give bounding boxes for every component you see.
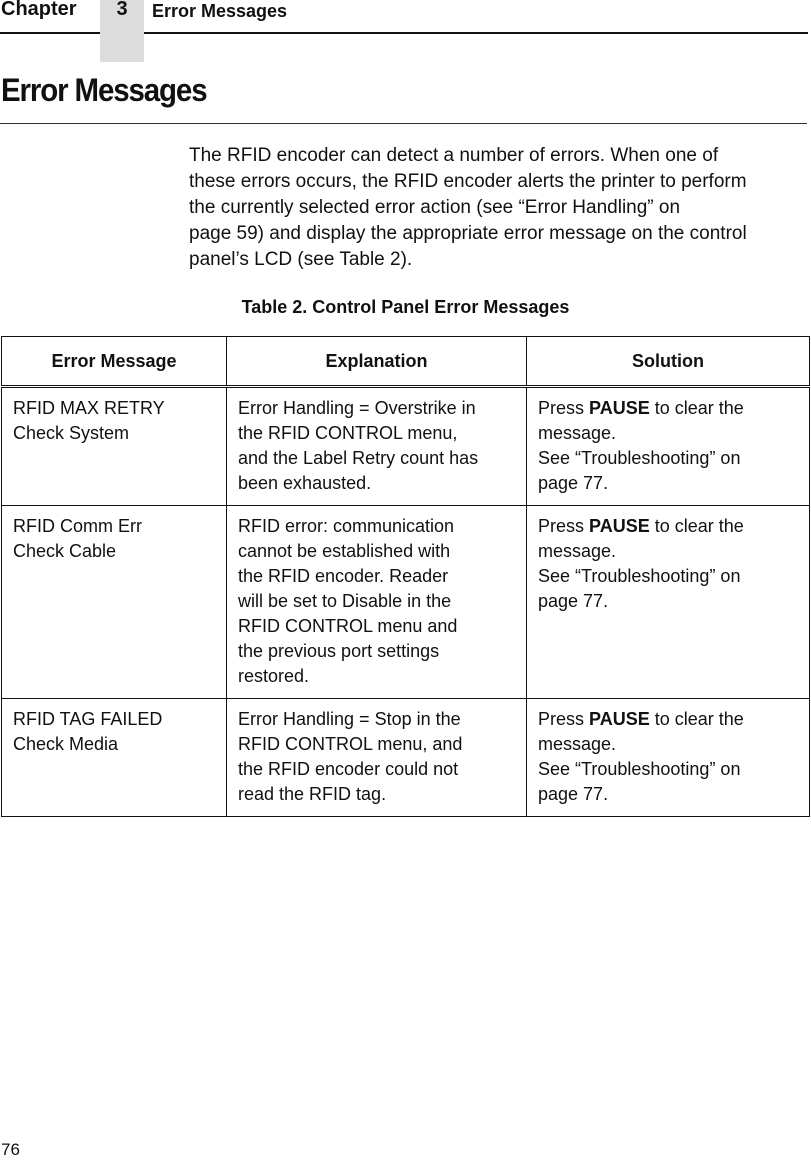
header-section-title: Error Messages — [152, 1, 288, 21]
cell-line: page 77. — [538, 784, 609, 804]
cell-line: Check Media — [13, 734, 119, 754]
error-messages-table — [1, 336, 810, 817]
cell-line: cannot be established with — [238, 541, 451, 561]
cell-line: See “Troubleshooting” on — [538, 448, 741, 468]
cell-line: Check System — [13, 423, 130, 443]
pause-key-label: PAUSE — [589, 709, 650, 729]
column-header-explanation: Explanation — [227, 337, 527, 387]
solution-cell — [527, 387, 810, 506]
solution-text: to clear the — [654, 398, 744, 418]
cell-line: message. — [538, 423, 617, 443]
error-message-cell — [2, 699, 227, 817]
cell-line: been exhausted. — [238, 473, 372, 493]
cell-line: page 77. — [538, 591, 609, 611]
press-text: Press — [538, 516, 585, 536]
column-header-error-message: Error Message — [2, 337, 227, 387]
cell-line — [538, 514, 798, 539]
cell-line: restored. — [238, 666, 310, 686]
cell-line: RFID CONTROL menu and — [238, 616, 458, 636]
page-number: 76 — [1, 1140, 20, 1159]
solution-text: to clear the — [654, 516, 744, 536]
chapter-tab — [100, 0, 144, 62]
pause-key-label: PAUSE — [589, 516, 650, 536]
intro-line: these errors occurs, the RFID encoder alerts the printer to perform — [189, 171, 747, 192]
cell-line: will be set to Disable in the — [238, 591, 452, 611]
running-header — [0, 0, 808, 34]
cell-line: RFID CONTROL menu, and — [238, 734, 463, 754]
cell-line — [538, 396, 798, 421]
cell-line: RFID MAX RETRY — [13, 398, 165, 418]
intro-paragraph — [189, 143, 809, 273]
intro-line: panel’s LCD (see Table 2). — [189, 249, 413, 270]
intro-line: the currently selected error action (see “Error Handling” on — [189, 197, 681, 218]
title-divider — [0, 123, 807, 124]
cell-line: Check Cable — [13, 541, 117, 561]
column-header-solution: Solution — [527, 337, 810, 387]
solution-cell — [527, 506, 810, 699]
error-message-cell — [2, 506, 227, 699]
cell-line: the RFID CONTROL menu, — [238, 423, 458, 443]
cell-line: RFID TAG FAILED — [13, 709, 163, 729]
chapter-label: Chapter — [1, 0, 77, 20]
cell-line: the previous port settings — [238, 641, 440, 661]
error-message-cell — [2, 387, 227, 506]
cell-line: Error Handling = Stop in the — [238, 709, 461, 729]
cell-line: the RFID encoder could not — [238, 759, 459, 779]
cell-line: message. — [538, 541, 617, 561]
solution-cell — [527, 699, 810, 817]
cell-line: page 77. — [538, 473, 609, 493]
intro-line: page 59) and display the appropriate error message on the control — [189, 223, 747, 244]
pause-key-label: PAUSE — [589, 398, 650, 418]
table-row — [2, 387, 810, 506]
cell-line: the RFID encoder. Reader — [238, 566, 449, 586]
cell-line: Error Handling = Overstrike in — [238, 398, 476, 418]
explanation-cell — [227, 506, 527, 699]
press-text: Press — [538, 398, 585, 418]
table-header-row — [2, 337, 810, 387]
cell-line: RFID error: communication — [238, 516, 455, 536]
cell-line: See “Troubleshooting” on — [538, 759, 741, 779]
chapter-number: 3 — [116, 0, 128, 20]
explanation-cell — [227, 699, 527, 817]
table-row — [2, 699, 810, 817]
solution-text: to clear the — [654, 709, 744, 729]
cell-line: read the RFID tag. — [238, 784, 387, 804]
cell-line — [538, 707, 798, 732]
table-caption: Table 2. Control Panel Error Messages — [241, 297, 570, 317]
cell-line: and the Label Retry count has — [238, 448, 479, 468]
cell-line: See “Troubleshooting” on — [538, 566, 741, 586]
press-text: Press — [538, 709, 585, 729]
cell-line: RFID Comm Err — [13, 516, 142, 536]
page-title: Error Messages — [1, 72, 207, 108]
cell-line: message. — [538, 734, 617, 754]
intro-line: The RFID encoder can detect a number of errors. When one of — [189, 145, 719, 166]
table-row — [2, 506, 810, 699]
explanation-cell — [227, 387, 527, 506]
